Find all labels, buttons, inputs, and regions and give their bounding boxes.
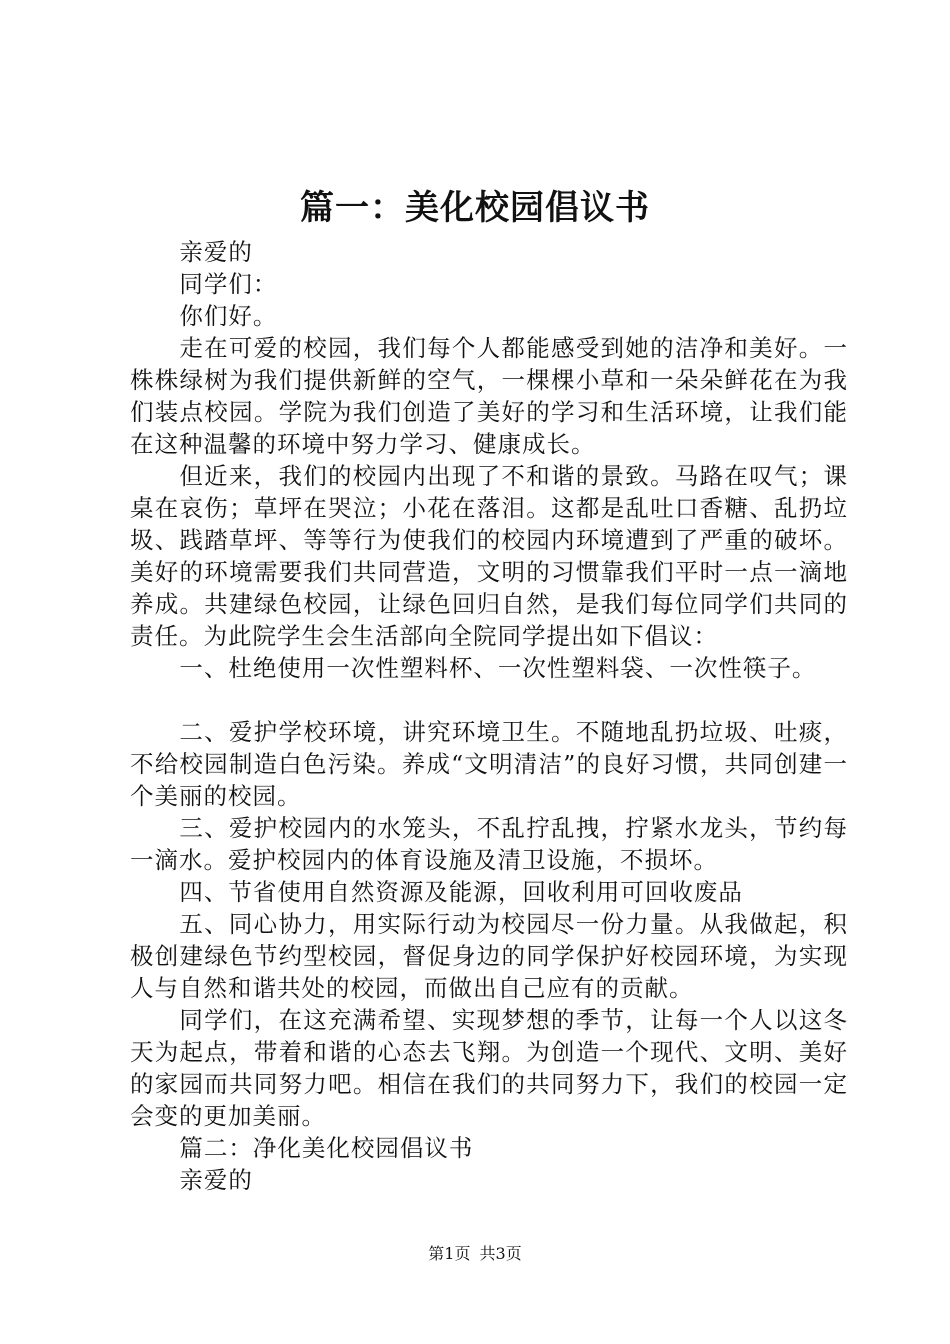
page-number: 第1页 (428, 1244, 471, 1263)
proposal-item: 四、节省使用自然资源及能源，回收利用可回收废品 (179, 878, 743, 906)
proposal-item: 二、爱护学校环境，讲究环境卫生。不随地乱扔垃圾、吐痰，不给校园制造白色污染。养成“文明清洁”的良好习惯，共同创建一个美丽的校园。 (130, 718, 848, 810)
document-body (130, 236, 848, 1196)
page-footer (0, 1242, 950, 1266)
section-heading: 篇二：净化美化校园倡议书 (179, 1134, 474, 1162)
closing-paragraph: 同学们，在这充满希望、实现梦想的季节，让每一个人以这冬天为起点，带着和谐的心态去飞翔。为创造一个现代、文明、美好的家园而共同努力吧。相信在我们的共同努力下，我们的校园一定会变的更加美丽。 (130, 1006, 848, 1130)
proposal-item: 五、同心协力，用实际行动为校园尽一份力量。从我做起，积极创建绿色节约型校园，督促身边的同学保护好校园环境，为实现人与自然和谐共处的校园，而做出自己应有的贡献。 (130, 910, 848, 1002)
page-total: 共3页 (479, 1244, 522, 1263)
body-paragraph: 走在可爱的校园，我们每个人都能感受到她的洁净和美好。一株株绿树为我们提供新鲜的空气，一棵棵小草和一朵朵鲜花在为我们装点校园。学院为我们创造了美好的学习和生活环境，让我们能在这种温馨的环境中努力学习、健康成长。 (130, 334, 848, 458)
salutation-line: 亲爱的 (179, 1166, 253, 1194)
body-paragraph: 但近来，我们的校园内出现了不和谐的景致。马路在叹气；课桌在哀伤；草坪在哭泣；小花在落泪。这都是乱吐口香糖、乱扔垃圾、践踏草坪、等等行为使我们的校园内环境遭到了严重的破坏。美好的环境需要我们共同营造，文明的习惯靠我们平时一点一滴地养成。共建绿色校园，让绿色回归自然，是我们每位同学们共同的责任。为此院学生会生活部向全院同学提出如下倡议： (130, 462, 848, 650)
salutation-line: 同学们： (179, 270, 278, 298)
greeting-line: 你们好。 (179, 302, 278, 330)
salutation-line: 亲爱的 (179, 238, 253, 266)
document-title: 篇一：美化校园倡议书 (300, 188, 650, 228)
proposal-item: 一、杜绝使用一次性塑料杯、一次性塑料袋、一次性筷子。 (179, 654, 817, 682)
proposal-item: 三、爱护校园内的水笼头，不乱拧乱拽，拧紧水龙头，节约每一滴水。爱护校园内的体育设施及清卫设施，不损坏。 (130, 814, 848, 874)
